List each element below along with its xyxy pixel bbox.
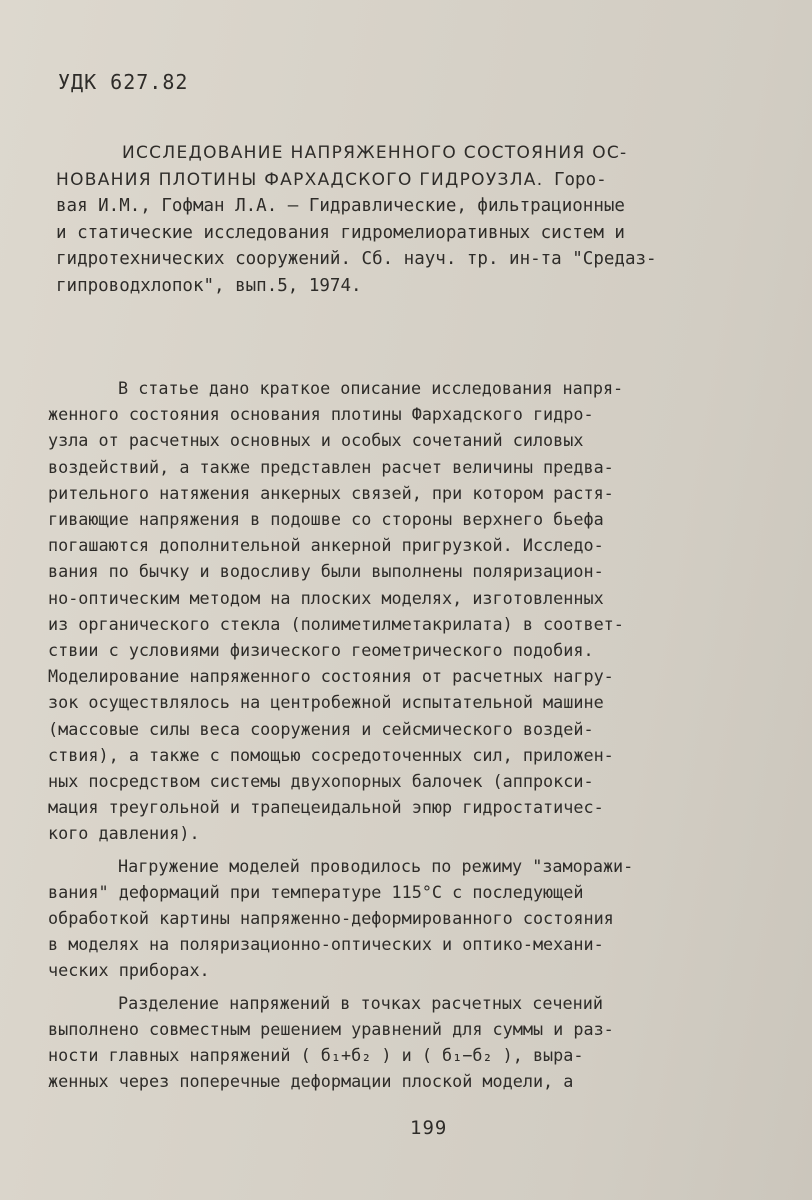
- paragraph-2: [48, 853, 808, 984]
- header-line-4: и статические исследования гидромелиоративных систем и: [56, 222, 625, 243]
- text-line: узла от расчетных основных и особых сочетаний силовых: [48, 430, 584, 451]
- udk-code: УДК 627.82: [58, 70, 189, 94]
- title-line-2-authors: Горо-: [543, 169, 607, 190]
- title-line-2-caps: НОВАНИЯ ПЛОТИНЫ ФАРХАДСКОГО ГИДРОУЗЛА.: [56, 169, 544, 190]
- bibliographic-header: [56, 140, 796, 299]
- text-line: выполнено совместным решением уравнений для суммы и раз-: [48, 1018, 614, 1039]
- text-line: погашаются дополнительной анкерной пригрузкой. Исследо-: [48, 535, 604, 556]
- header-line-5: гидротехнических сооружений. Сб. науч. тр. ин-та "Средаз-: [56, 249, 657, 269]
- text-line: из органического стекла (полиметилметакрилата) в соответ-: [48, 613, 624, 634]
- text-line: ности главных напряжений ( б₁+б₂ ) и ( б₁−б₂ ), выра-: [48, 1045, 584, 1066]
- text-line: кого давления).: [48, 823, 200, 844]
- text-line: женного состояния основания плотины Фархадского гидро-: [48, 404, 594, 425]
- header-line-3: вая И.М., Гофман Л.А. – Гидравлические, фильтрационные: [56, 196, 625, 216]
- text-line: ческих приборах.: [48, 960, 210, 981]
- text-line: мация треугольной и трапецеидальной эпюр гидростатичес-: [48, 797, 604, 818]
- text-line: ных посредством системы двухопорных балочек (аппрокси-: [48, 771, 594, 792]
- header-line-6: гипроводхлопок", вып.5, 1974.: [56, 275, 362, 296]
- text-line: обработкой картины напряженно-деформированного состояния: [48, 908, 614, 929]
- text-line: рительного натяжения анкерных связей, при котором растя-: [48, 482, 614, 503]
- text-line: В статье дано краткое описание исследования напря-: [118, 378, 624, 398]
- text-line: женных через поперечные деформации плоской модели, а: [48, 1071, 574, 1092]
- paragraph-3: [48, 990, 808, 1095]
- text-line: гивающие напряжения в подошве со стороны верхнего бьефа: [48, 509, 604, 530]
- text-line: но-оптическим методом на плоских моделях, изготовленных: [48, 587, 604, 608]
- paragraph-1: [48, 375, 808, 847]
- article-abstract: [48, 375, 808, 1094]
- text-line: ствии с условиями физического геометрического подобия.: [48, 640, 594, 661]
- text-line: ствия), а также с помощью сосредоточенных сил, приложен-: [48, 744, 614, 765]
- text-line: Разделение напряжений в точках расчетных сечений: [118, 992, 603, 1013]
- text-line: зок осуществлялось на центробежной испытательной машине: [48, 692, 604, 713]
- title-line-2: [56, 167, 796, 194]
- text-line: Моделирование напряженного состояния от расчетных нагру-: [48, 666, 614, 687]
- text-line: вания по бычку и водосливу были выполнены поляризацион-: [48, 561, 604, 582]
- title-line-1: ИССЛЕДОВАНИЕ НАПРЯЖЕННОГО СОСТОЯНИЯ ОС-: [122, 143, 628, 163]
- text-line: вания" деформаций при температуре 115°С с последующей: [48, 881, 584, 902]
- text-line: (массовые силы веса сооружения и сейсмического воздей-: [48, 718, 594, 739]
- text-line: Нагружение моделей проводилось по режиму "заморажи-: [118, 855, 634, 876]
- page-number: 199: [410, 1117, 448, 1139]
- text-line: воздействий, а также представлен расчет величины предва-: [48, 456, 614, 477]
- text-line: в моделях на поляризационно-оптических и оптико-механи-: [48, 934, 604, 955]
